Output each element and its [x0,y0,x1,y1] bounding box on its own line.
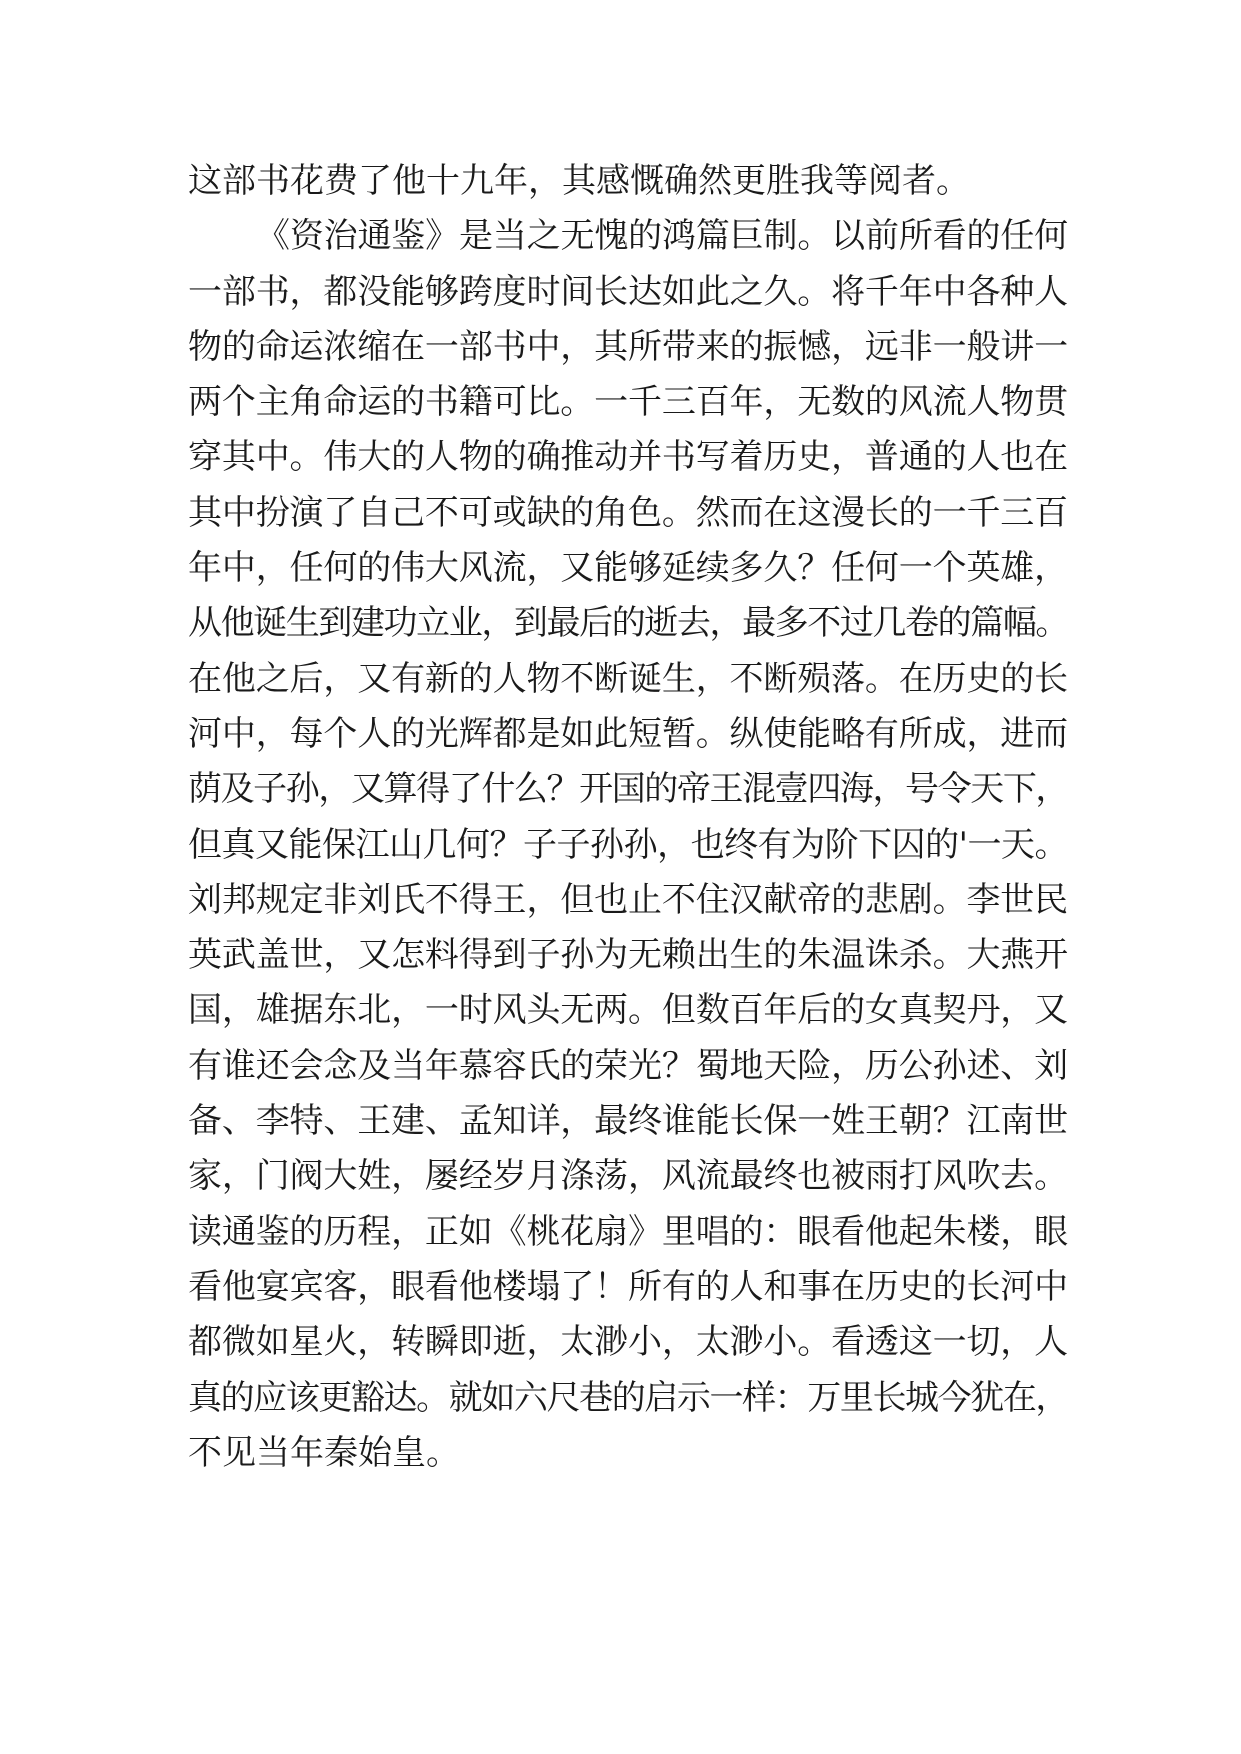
text-line: 但真又能保江山几何？子子孙孙，也终有为阶下囚的'一天。 [188,824,1068,865]
text-line: 在他之后，又有新的人物不断诞生，不断殒落。在历史的长 [188,658,1068,699]
text-line: 年中，任何的伟大风流，又能够延续多久？任何一个英雄， [188,548,1068,589]
text-line: 国，雄据东北，一时风头无两。但数百年后的女真契丹，又 [188,990,1068,1031]
text-line: 两个主角命运的书籍可比。一千三百年，无数的风流人物贯 [188,382,1068,423]
text-line: 穿其中。伟大的人物的确推动并书写着历史，普通的人也在 [188,437,1068,478]
text-line: 备、李特、王建、孟知详，最终谁能长保一姓王朝？江南世 [188,1101,1068,1142]
text-line: 看他宴宾客，眼看他楼塌了！所有的人和事在历史的长河中 [188,1266,1068,1307]
paragraph-last-line: 不见当年秦始皇。 [188,1432,460,1473]
text-line: 荫及子孙，又算得了什么？开国的帝王混壹四海，号令天下， [188,769,1068,810]
text-line: 刘邦规定非刘氏不得王，但也止不住汉献帝的悲剧。李世民 [188,879,1068,920]
text-line: 家，门阀大姓，屡经岁月涤荡，风流最终也被雨打风吹去。 [188,1156,1068,1197]
text-line: 河中，每个人的光辉都是如此短暂。纵使能略有所成，进而 [188,713,1068,754]
text-line: 物的命运浓缩在一部书中，其所带来的振憾，远非一般讲一 [188,326,1068,367]
text-line: 都微如星火，转瞬即逝，太渺小，太渺小。看透这一切，人 [188,1322,1068,1363]
text-line: 其中扮演了自己不可或缺的角色。然而在这漫长的一千三百 [188,492,1068,533]
text-line: 一部书，都没能够跨度时间长达如此之久。将千年中各种人 [188,271,1068,312]
body-text [188,154,1068,1481]
text-line: 这部书花费了他十九年，其感慨确然更胜我等阅者。 [188,161,970,201]
text-line: 从他诞生到建功立业，到最后的逝去，最多不过几卷的篇幅。 [188,603,1068,644]
text-line: 读通鉴的历程，正如《桃花扇》里唱的：眼看他起朱楼，眼 [188,1211,1068,1252]
text-line: 真的应该更豁达。就如六尺巷的启示一样：万里长城今犹在， [188,1377,1068,1418]
paragraph-first-line: 《资治通鉴》是当之无愧的鸿篇巨制。以前所看的任何 [256,216,1068,257]
text-line: 有谁还会念及当年慕容氏的荣光？蜀地天险，历公孙述、刘 [188,1045,1068,1086]
text-line: 英武盖世，又怎料得到子孙为无赖出生的朱温诛杀。大燕开 [188,935,1068,976]
